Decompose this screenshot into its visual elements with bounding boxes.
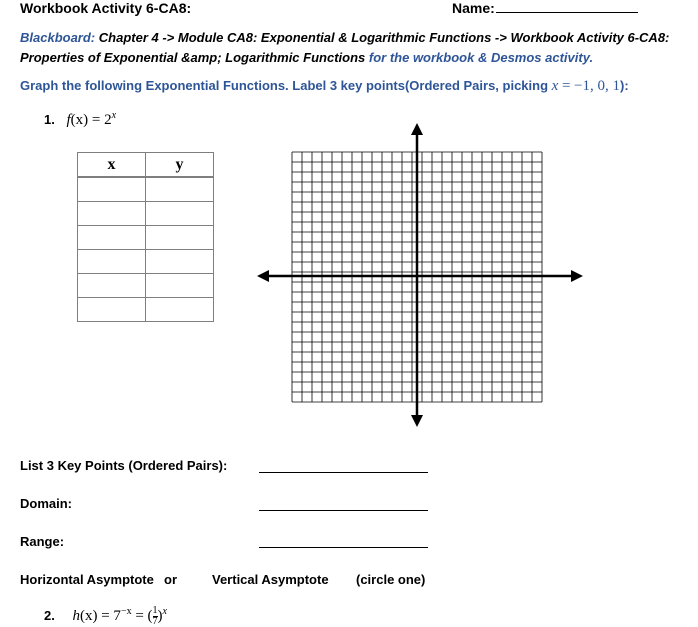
table-cell[interactable]: [78, 250, 146, 274]
problem-2-exponent-1: −x: [120, 606, 132, 617]
table-cell[interactable]: [78, 274, 146, 298]
table-cell[interactable]: [146, 250, 214, 274]
instruction-end: ):: [620, 78, 629, 93]
instruction-equals: =: [561, 78, 571, 94]
blackboard-navigation: [20, 28, 680, 68]
key-points-answer-line[interactable]: [259, 471, 428, 473]
problem-2: 2. $h(x) = 7^{-x}$ = ( $\frac{1}{7}$ )$^x$: [44, 605, 167, 627]
y-axis-bottom-arrow: [411, 415, 423, 427]
table-row: [78, 274, 214, 298]
table-header-y: y: [146, 153, 214, 178]
table-cell[interactable]: [146, 274, 214, 298]
table-row: [78, 202, 214, 226]
problem-1-exponent: x: [111, 110, 117, 121]
problem-2-arg: (x): [79, 608, 98, 624]
instruction-text: Graph the following Exponential Functions. Label 3 key points(Ordered Pairs, picking: [20, 78, 549, 93]
problem-2-func: h: [72, 608, 80, 624]
table-cell[interactable]: [146, 298, 214, 322]
table-row: [78, 226, 214, 250]
table-cell[interactable]: [146, 226, 214, 250]
x-axis-right-arrow: [571, 270, 583, 282]
domain-answer-line[interactable]: [259, 509, 428, 511]
navigation-suffix: for the workbook & Desmos activity.: [368, 50, 594, 65]
problem-2-numerator: 1: [152, 605, 158, 617]
or-label: or: [164, 572, 177, 587]
table-cell[interactable]: [78, 202, 146, 226]
problem-2-number: 2.: [44, 608, 55, 623]
problem-1-rhs: = 2: [88, 112, 112, 128]
navigation-path: Chapter 4 -> Module CA8: Exponential & Logarithmic Functions -> Workbook Activity 6-CA8: Properties of Exponential &amp; Logarithmic Functions: [20, 30, 670, 65]
coordinate-grid[interactable]: [255, 120, 585, 430]
name-blank[interactable]: [496, 0, 638, 13]
table-row: [78, 298, 214, 322]
circle-one-label: (circle one): [356, 572, 426, 587]
range-label: Range:: [20, 534, 65, 549]
vertical-asymptote-option[interactable]: Vertical Asymptote: [212, 572, 329, 587]
instruction-values: −1, 0, 1: [574, 78, 621, 94]
blackboard-label: Blackboard:: [20, 30, 96, 45]
instruction-var: x: [551, 78, 559, 94]
problem-2-rhs: = 7: [97, 608, 121, 624]
problem-2-exponent-2: x: [162, 606, 167, 617]
table-header-x: x: [78, 153, 146, 178]
table-cell[interactable]: [146, 177, 214, 202]
problem-1: [44, 110, 116, 129]
y-axis-top-arrow: [411, 123, 423, 135]
problem-1-number: 1.: [44, 112, 55, 127]
table-cell[interactable]: [78, 226, 146, 250]
table-cell[interactable]: [78, 177, 146, 202]
x-axis-left-arrow: [257, 270, 269, 282]
problem-1-arg: (x): [70, 112, 89, 128]
range-answer-line[interactable]: [259, 546, 428, 548]
problem-1-func: f: [66, 112, 71, 128]
table-cell[interactable]: [78, 298, 146, 322]
worksheet-title: Workbook Activity 6-CA8:: [20, 0, 192, 16]
name-field[interactable]: [452, 0, 638, 16]
problem-2-equals: =: [131, 608, 148, 624]
xy-table: [77, 152, 214, 322]
instruction: [20, 78, 629, 95]
table-row: [78, 250, 214, 274]
domain-label: Domain:: [20, 496, 72, 511]
problem-2-denominator: 7: [152, 616, 158, 627]
name-label: Name:: [452, 0, 495, 16]
key-points-label: List 3 Key Points (Ordered Pairs):: [20, 458, 228, 473]
table-cell[interactable]: [146, 202, 214, 226]
horizontal-asymptote-option[interactable]: Horizontal Asymptote: [20, 572, 154, 587]
table-row: [78, 177, 214, 202]
